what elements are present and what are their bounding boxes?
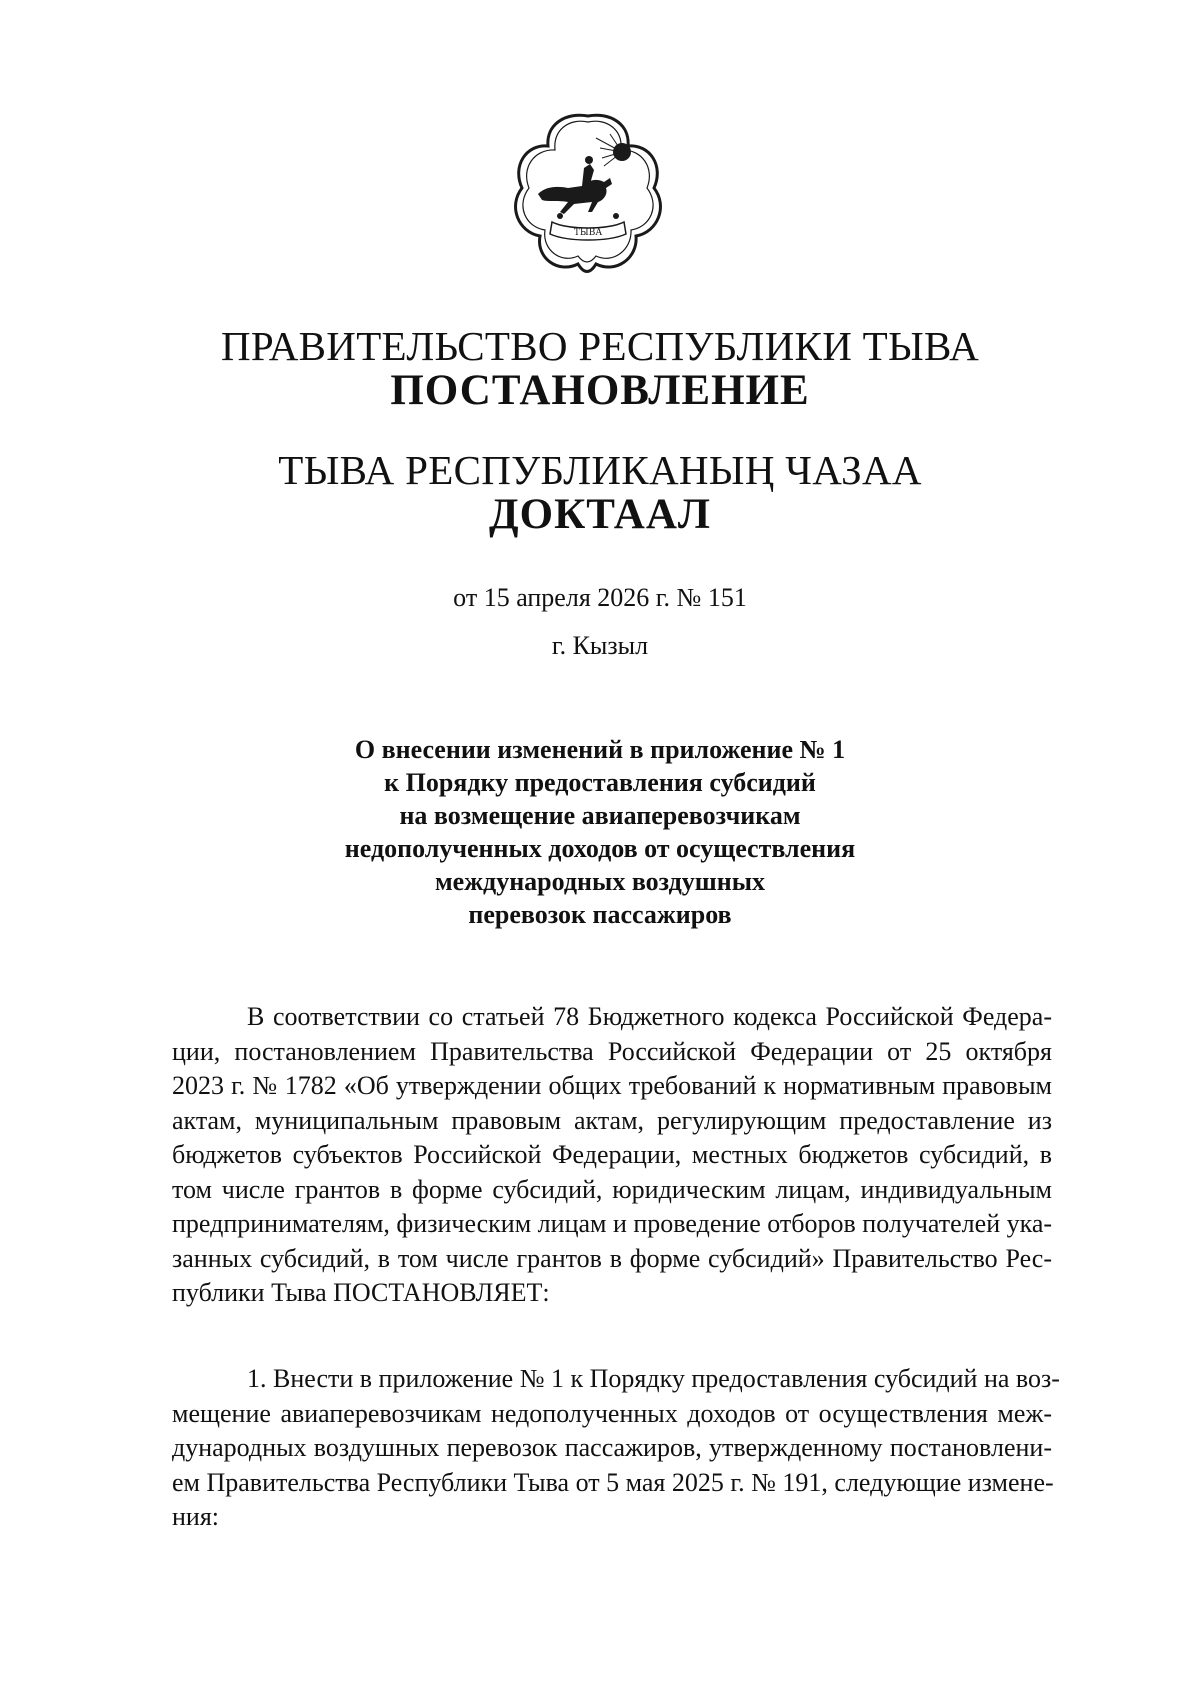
title-line: О внесении изменений в приложение № 1	[354, 735, 846, 764]
text-line: мещение авиаперевозчикам недополученных доходов от осуществления меж-	[172, 1398, 1052, 1428]
title-line: к Порядку предоставления субсидий	[384, 768, 816, 797]
government-name-tv: ТЫВА РЕСПУБЛИКАНЫҢ ЧАЗАА	[278, 447, 922, 493]
government-name-ru: ПРАВИТЕЛЬСТВО РЕСПУБЛИКИ ТЫВА	[220, 323, 980, 369]
tuva-coat-of-arms-icon	[512, 108, 664, 276]
text-line: 1. Внести в приложение № 1 к Порядку предоставления субсидий на воз-	[247, 1364, 1060, 1393]
title-line: на возмещение авиаперевозчикам	[399, 801, 801, 830]
preamble-paragraph	[172, 1000, 1052, 1311]
text-line: публики Тыва ПОСТАНОВЛЯЕТ:	[172, 1278, 550, 1307]
text-line: В соответствии со статьей 78 Бюджетного кодекса Российской Федера-	[247, 1002, 1052, 1031]
decree-city: г. Кызыл	[551, 631, 649, 660]
title-line: перевозок пассажиров	[468, 900, 732, 929]
text-line: ции, постановлением Правительства Российской Федерации от 25 октября	[172, 1036, 1052, 1066]
text-line: ния:	[172, 1502, 220, 1531]
title-line: международных воздушных	[434, 867, 766, 896]
decree-title-tv: ДОКТААЛ	[489, 491, 711, 538]
text-line: бюджетов субъектов Российской Федерации, местных бюджетов субсидий, в	[172, 1140, 1052, 1169]
decree-date-number: от 15 апреля 2026 г. № 151	[453, 583, 747, 612]
text-line: ем Правительства Республики Тыва от 5 мая 2025 г. № 191, следующие измене-	[172, 1467, 1054, 1497]
title-line: недополученных доходов от осуществления	[344, 834, 856, 863]
text-line: том числе грантов в форме субсидий, юридическим лицам, индивидуальным	[172, 1174, 1052, 1204]
document-title	[300, 733, 900, 931]
decree-title-ru: ПОСТАНОВЛЕНИЕ	[390, 367, 810, 414]
text-line: дународных воздушных перевозок пассажиров, утвержденному постановлени-	[172, 1433, 1052, 1462]
emblem-ribbon-text: ТЫВА	[573, 228, 603, 238]
text-line: предпринимателям, физическим лицам и проведение отборов получателей ука-	[172, 1209, 1053, 1238]
text-line: занных субсидий, в том числе грантов в форме субсидий» Правительство Рес-	[172, 1243, 1052, 1273]
text-line: актам, муниципальным правовым актам, регулирующим предоставление из	[172, 1105, 1052, 1135]
text-line: 2023 г. № 1782 «Об утверждении общих требований к нормативным правовым	[172, 1071, 1052, 1100]
clause-1-paragraph	[172, 1362, 1060, 1535]
